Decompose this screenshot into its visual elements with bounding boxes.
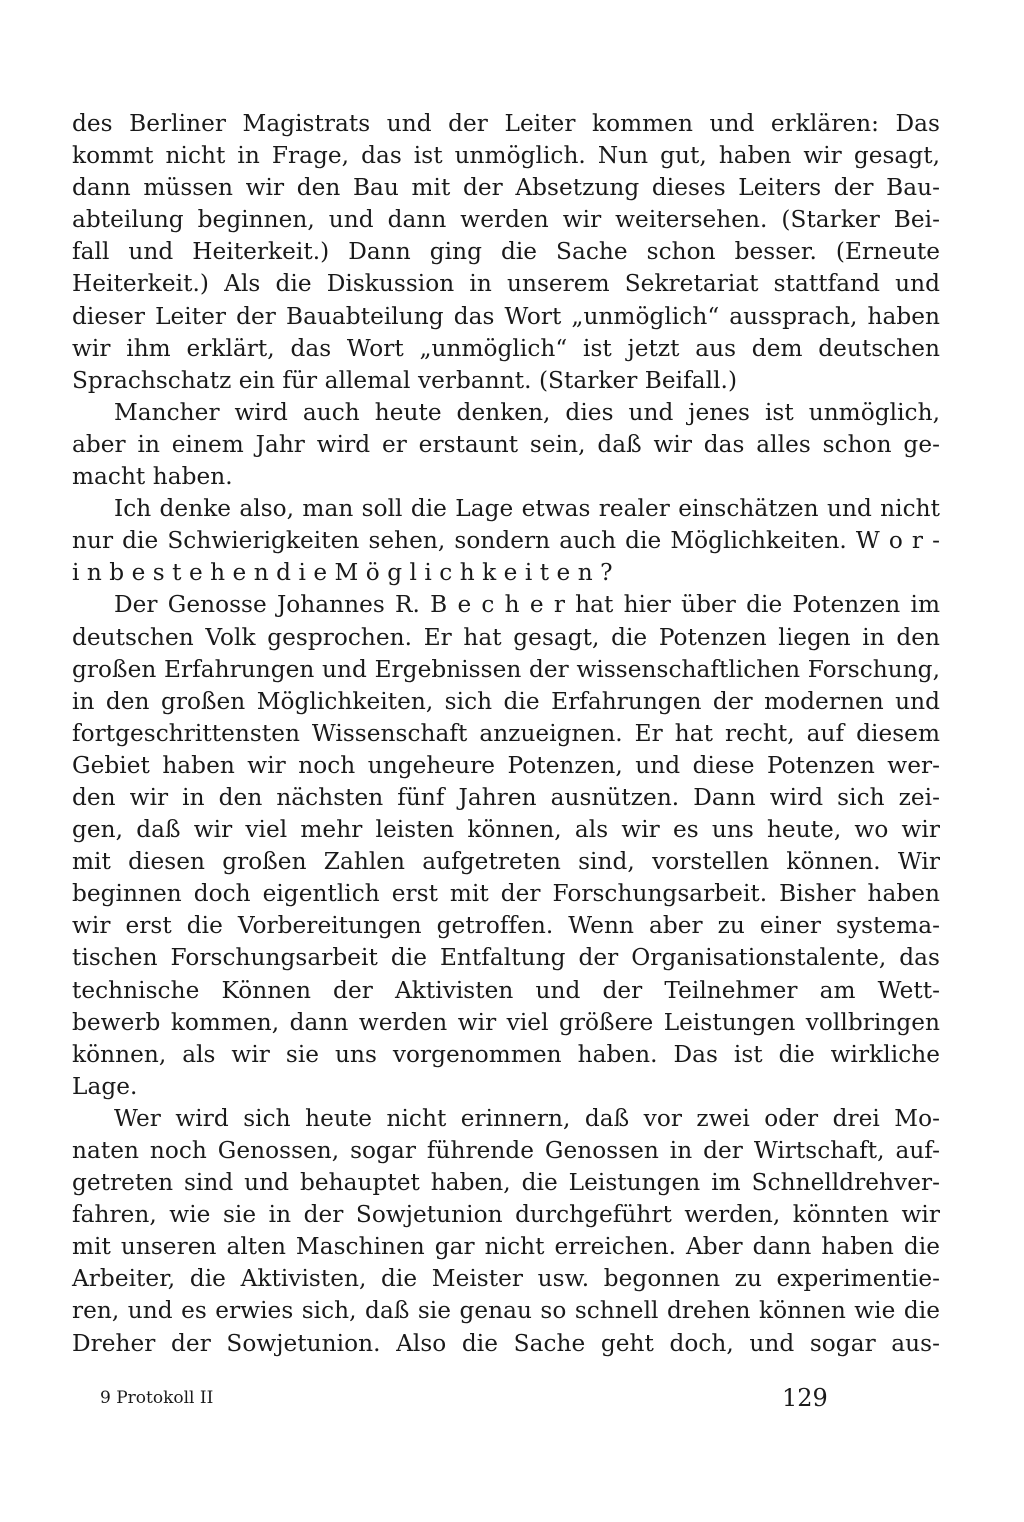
text-line: in den großen Möglichkeiten, sich die Erfahrungen der modernen und (72, 687, 940, 715)
page-footer (0, 1384, 1024, 1420)
text-line: dieser Leiter der Bauabteilung das Wort „unmöglich“ aussprach, haben (72, 302, 940, 330)
text-line: fall und Heiterkeit.) Dann ging die Sache schon besser. (Erneute (72, 238, 940, 266)
text-line: Ich denke also, man soll die Lage etwas realer einschätzen und nicht (114, 495, 940, 523)
text-line: Mancher wird auch heute denken, dies und jenes ist unmöglich, (114, 398, 940, 426)
page-body (72, 108, 940, 1360)
text-line: Dreher der Sowjetunion. Also die Sache geht doch, und sogar aus- (72, 1329, 940, 1357)
text-line: Sprachschatz ein für allemal verbannt. (Starker Beifall.) (72, 366, 738, 394)
text-line: nur die Schwierigkeiten sehen, sondern auch die Möglichkeiten. W o r - (72, 527, 940, 555)
text-line: gen, daß wir viel mehr leisten können, als wir es uns heute, wo wir (72, 816, 940, 844)
text-line: Heiterkeit.) Als die Diskussion in unserem Sekretariat stattfand und (72, 270, 940, 298)
text-line: fortgeschrittensten Wissenschaft anzueignen. Er hat recht, auf diesem (72, 719, 940, 747)
signature-mark: 9 Protokoll II (100, 1388, 214, 1408)
text-line: abteilung beginnen, und dann werden wir weitersehen. (Starker Bei- (72, 206, 940, 234)
text-line: fahren, wie sie in der Sowjetunion durchgeführt werden, könnten wir (72, 1201, 940, 1229)
text-line: macht haben. (72, 463, 233, 491)
text-line: den wir in den nächsten fünf Jahren ausnützen. Dann wird sich zei- (72, 783, 940, 811)
text-line: Wer wird sich heute nicht erinnern, daß vor zwei oder drei Mo- (114, 1104, 940, 1132)
text-line: wir ihm erklärt, das Wort „unmöglich“ ist jetzt aus dem deutschen (72, 334, 940, 362)
text-line: mit unseren alten Maschinen gar nicht erreichen. Aber dann haben die (72, 1233, 940, 1261)
text-line: technische Können der Aktivisten und der Teilnehmer am Wett- (72, 976, 940, 1004)
text-line: bewerb kommen, dann werden wir viel größere Leistungen vollbringen (72, 1008, 940, 1036)
text-line: dann müssen wir den Bau mit der Absetzung dieses Leiters der Bau- (72, 174, 940, 202)
text-line: beginnen doch eigentlich erst mit der Forschungsarbeit. Bisher haben (72, 880, 940, 908)
text-line: mit diesen großen Zahlen aufgetreten sind, vorstellen können. Wir (72, 848, 940, 876)
text-line: Arbeiter, die Aktivisten, die Meister usw. begonnen zu experimentie- (72, 1265, 940, 1293)
text-line: getreten sind und behauptet haben, die Leistungen im Schnelldrehver- (72, 1169, 940, 1197)
text-line: großen Erfahrungen und Ergebnissen der wissenschaftlichen Forschung, (72, 655, 940, 683)
text-line: aber in einem Jahr wird er erstaunt sein, daß wir das alles schon ge- (72, 430, 940, 458)
page-number: 129 (782, 1384, 828, 1412)
text-line: deutschen Volk gesprochen. Er hat gesagt, die Potenzen liegen in den (72, 623, 940, 651)
text-line: ren, und es erwies sich, daß sie genau so schnell drehen können wie die (72, 1297, 940, 1325)
text-line: des Berliner Magistrats und der Leiter kommen und erklären: Das (72, 110, 940, 137)
text-line: kommt nicht in Frage, das ist unmöglich. Nun gut, haben wir gesagt, (72, 142, 940, 170)
text-line: Lage. (72, 1072, 138, 1100)
text-line: i n b e s t e h e n d i e M ö g l i c h k e i t e n ? (72, 559, 613, 587)
text-line: wir erst die Vorbereitungen getroffen. Wenn aber zu einer systema- (72, 912, 940, 940)
text-line: Der Genosse Johannes R. B e c h e r hat hier über die Potenzen im (114, 591, 940, 619)
text-line: naten noch Genossen, sogar führende Genossen in der Wirtschaft, auf- (72, 1137, 940, 1164)
text-line: können, als wir sie uns vorgenommen haben. Das ist die wirkliche (72, 1040, 940, 1068)
text-line: Gebiet haben wir noch ungeheure Potenzen, und diese Potenzen wer- (72, 751, 940, 779)
text-line: tischen Forschungsarbeit die Entfaltung der Organisationstalente, das (72, 944, 940, 972)
